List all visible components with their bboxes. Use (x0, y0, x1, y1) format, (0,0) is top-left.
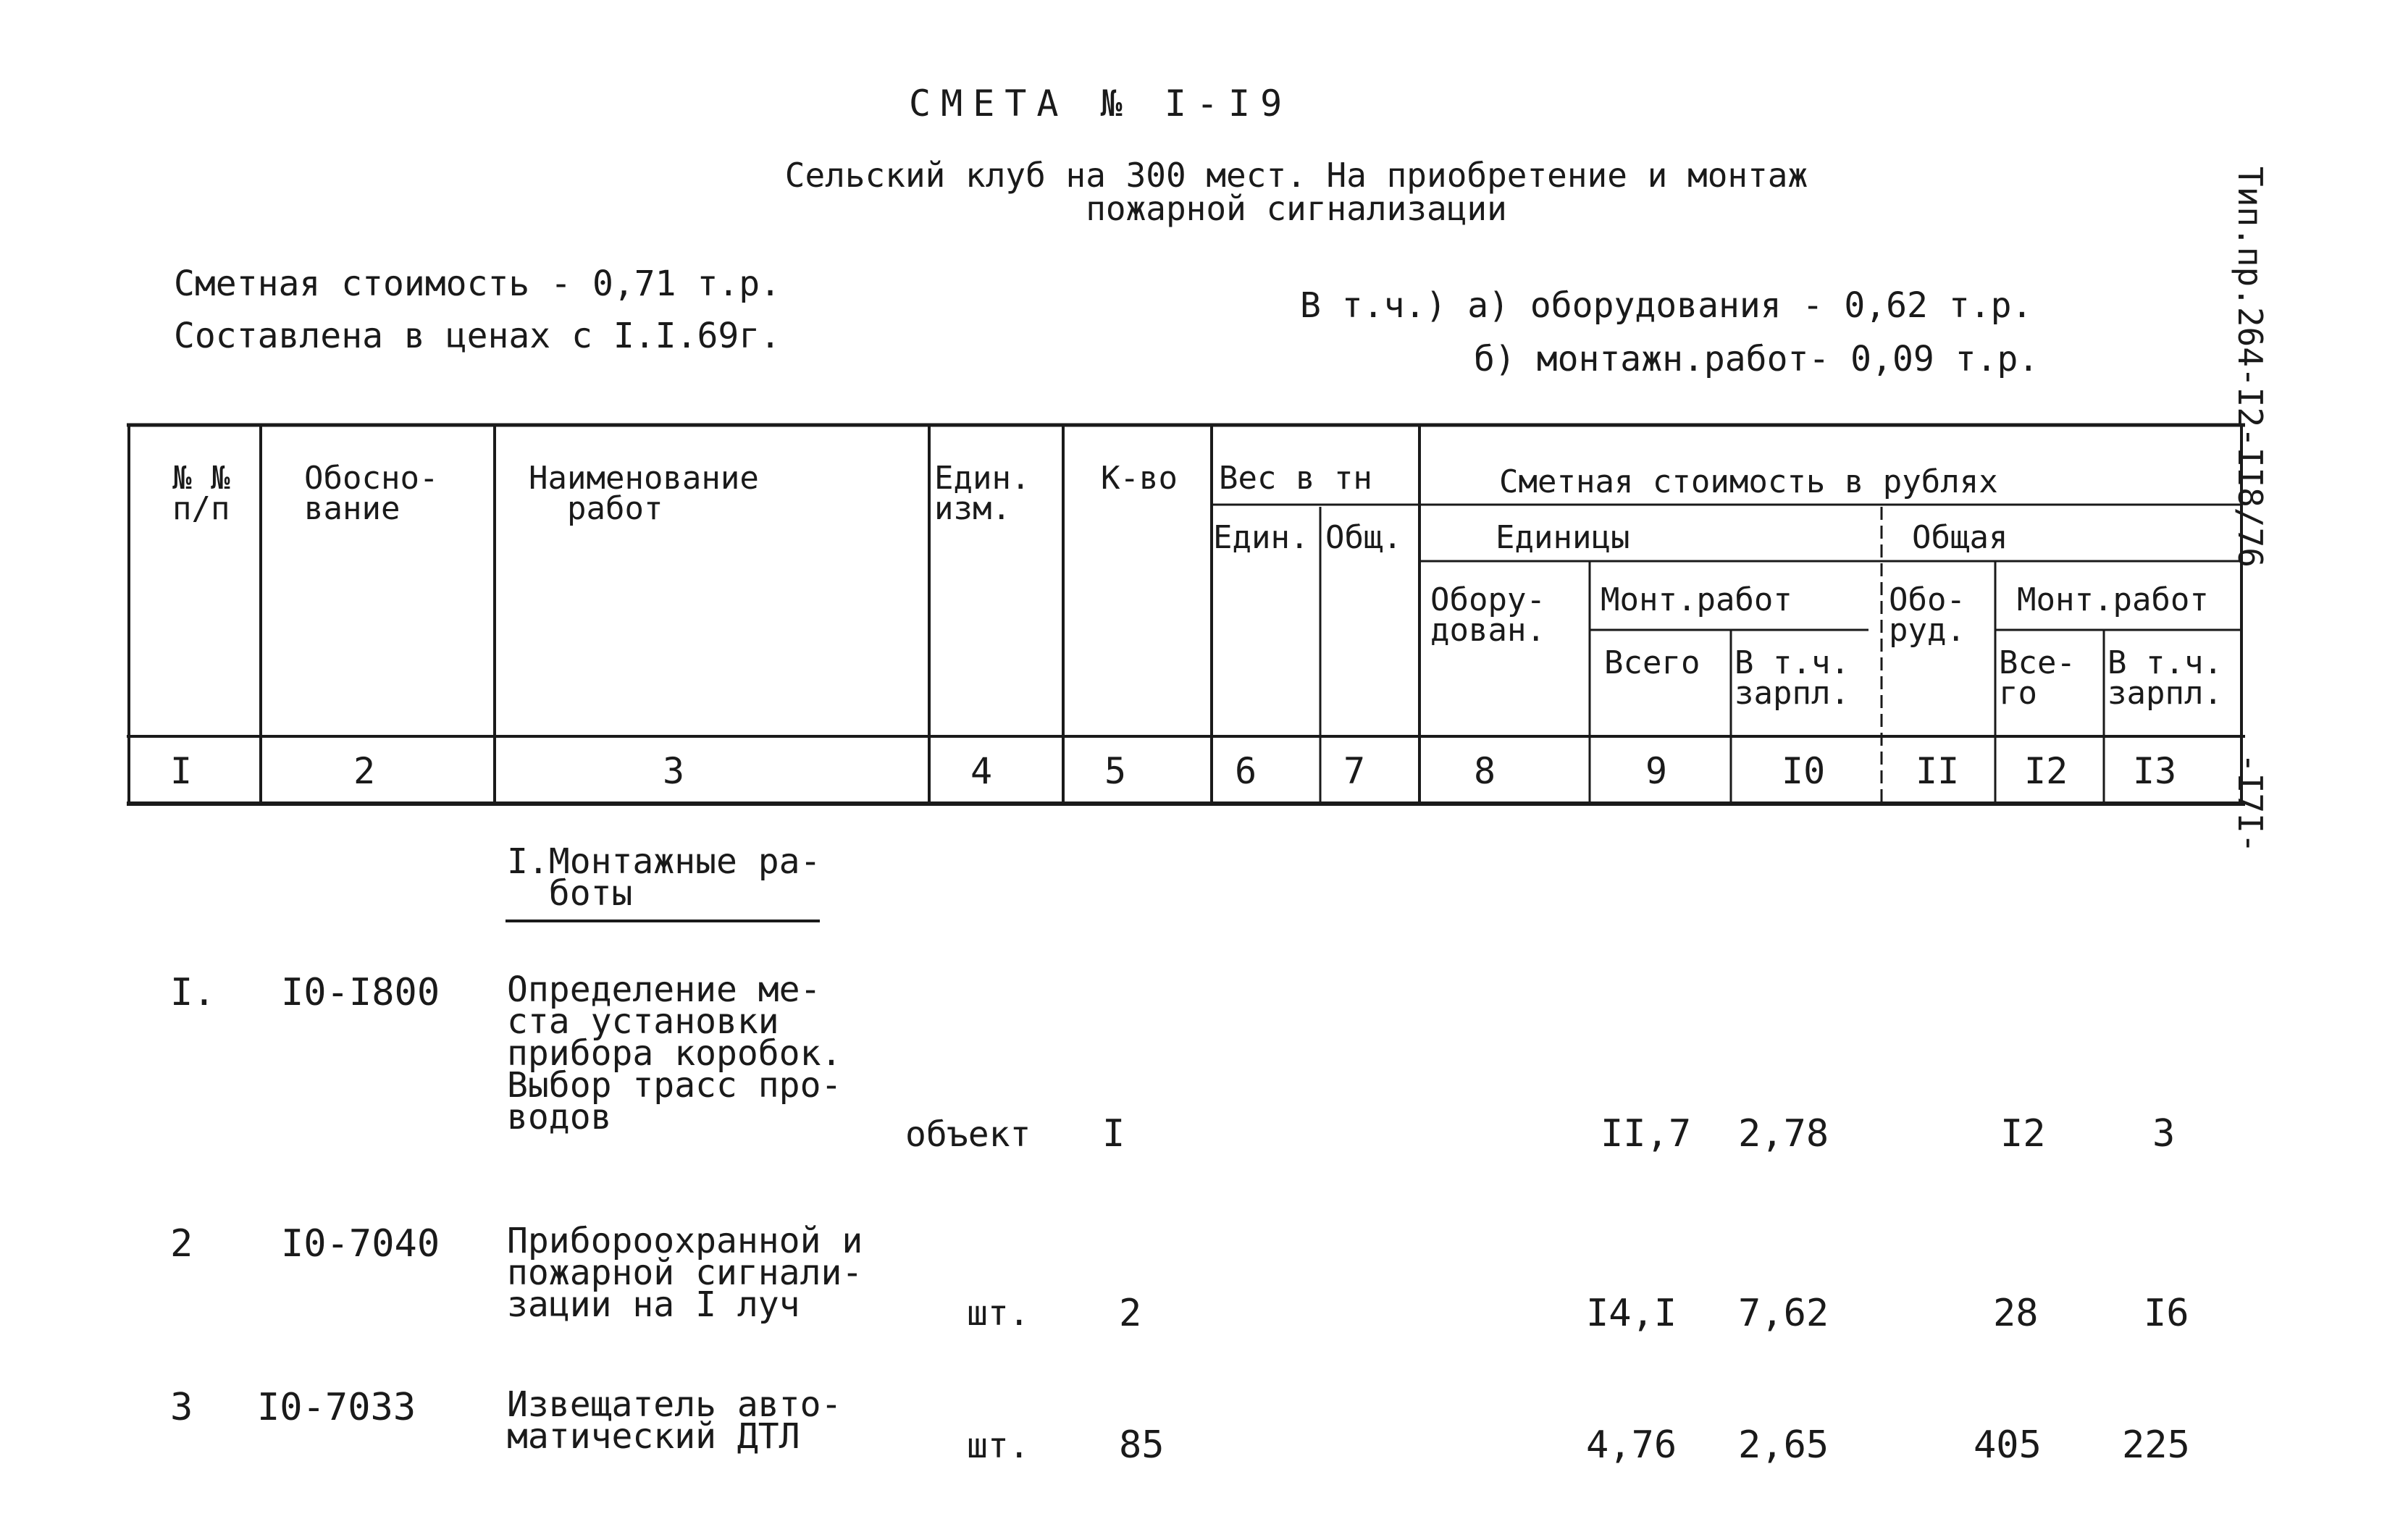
estimated-cost: Сметная стоимость - 0,71 т.р. (174, 264, 781, 304)
header-installation-total-wage: В т.ч. зарпл. (2107, 644, 2223, 712)
row-qty: I (1102, 1112, 1125, 1156)
row-code: I0-I800 (281, 971, 440, 1014)
page-number: -I7I- (2231, 753, 2270, 854)
row-number: 2 (170, 1222, 193, 1266)
row-qty: 2 (1119, 1292, 1142, 1335)
side-project-code: Тип.пр.264-I2-II8/76 (2231, 167, 2270, 568)
row-unit: шт. (967, 1426, 1030, 1466)
header-quantity: К-во (1101, 460, 1178, 497)
col-number-11: II (1916, 750, 1960, 792)
header-installation-unit-total: Всего (1604, 644, 1700, 681)
header-work-name: Наименование работ (529, 460, 759, 527)
row-name: Определение ме- ста установки прибора коробок. Выбор трасс про- водов (507, 969, 842, 1137)
col-number-7: 7 (1343, 750, 1366, 792)
header-units-group: Единицы (1496, 519, 1630, 556)
header-equipment-unit: Обору- дован. (1430, 581, 1545, 649)
row-name: Прибороохранной и пожарной сигнали- зации на I луч (507, 1221, 863, 1325)
row-installation-total-wage: I6 (2144, 1292, 2189, 1335)
prices-basis: Составлена в ценах с I.I.69г. (174, 316, 781, 356)
row-installation-unit-total: II,7 (1601, 1112, 1692, 1156)
row-installation-unit-total: 4,76 (1586, 1423, 1677, 1467)
document-subtitle-line2: пожарной сигнализации (1086, 189, 1507, 228)
row-installation-unit-wage: 2,78 (1738, 1112, 1829, 1156)
col-number-2: 2 (353, 750, 376, 792)
header-estimated-cost: Сметная стоимость в рублях (1499, 463, 1998, 500)
row-installation-total-wage: 3 (2152, 1112, 2176, 1156)
header-total-group: Общая (1912, 519, 2008, 556)
header-installation-unit: Монт.работ (1601, 581, 1792, 618)
row-installation-total-wage: 225 (2122, 1423, 2190, 1467)
row-qty: 85 (1119, 1423, 1165, 1467)
header-installation-unit-wage: В т.ч. зарпл. (1735, 644, 1850, 712)
row-installation-unit-total: I4,I (1586, 1292, 1677, 1335)
row-installation-unit-wage: 7,62 (1738, 1292, 1829, 1335)
header-weight-unit: Един. (1213, 519, 1309, 556)
header-installation-total: Монт.работ (2017, 581, 2209, 618)
header-equipment-total: Обо- руд. (1889, 581, 1966, 649)
document-title: СМЕТА № I-I9 (909, 83, 1293, 125)
header-installation-total-all: Все- го (1999, 644, 2076, 712)
header-row-number: № № п/п (172, 460, 230, 527)
cost-equipment: В т.ч.) а) оборудования - 0,62 т.р. (1300, 285, 2033, 326)
col-number-6: 6 (1235, 750, 1257, 792)
col-number-1: I (170, 750, 193, 792)
row-installation-unit-wage: 2,65 (1738, 1423, 1829, 1467)
row-name: Извещатель авто- матический ДТЛ (507, 1384, 842, 1457)
header-weight: Вес в тн (1219, 460, 1372, 497)
col-number-13: I3 (2133, 750, 2177, 792)
row-unit: объект (905, 1114, 1031, 1155)
header-weight-total: Общ. (1325, 519, 1402, 556)
col-number-8: 8 (1474, 750, 1496, 792)
header-justification: Обосно- вание (304, 460, 439, 527)
row-number: 3 (170, 1386, 193, 1429)
header-unit: Един. изм. (934, 460, 1031, 527)
row-unit: шт. (967, 1293, 1030, 1334)
row-code: I0-7033 (257, 1386, 416, 1429)
row-number: I. (170, 971, 216, 1014)
col-number-9: 9 (1645, 750, 1668, 792)
row-code: I0-7040 (281, 1222, 440, 1266)
col-number-12: I2 (2024, 750, 2068, 792)
col-number-4: 4 (970, 750, 993, 792)
row-installation-total: I2 (2000, 1112, 2046, 1156)
section-title: I.Монтажные ра- боты (507, 841, 821, 914)
row-installation-total: 405 (1974, 1423, 2042, 1467)
col-number-3: 3 (663, 750, 685, 792)
col-number-10: I0 (1782, 750, 1826, 792)
row-installation-total: 28 (1993, 1292, 2039, 1335)
cost-installation: б) монтажн.работ- 0,09 т.р. (1474, 339, 2039, 379)
document-subtitle-line1: Сельский клуб на 300 мест. На приобретение и монтаж (784, 156, 1808, 195)
col-number-5: 5 (1104, 750, 1127, 792)
